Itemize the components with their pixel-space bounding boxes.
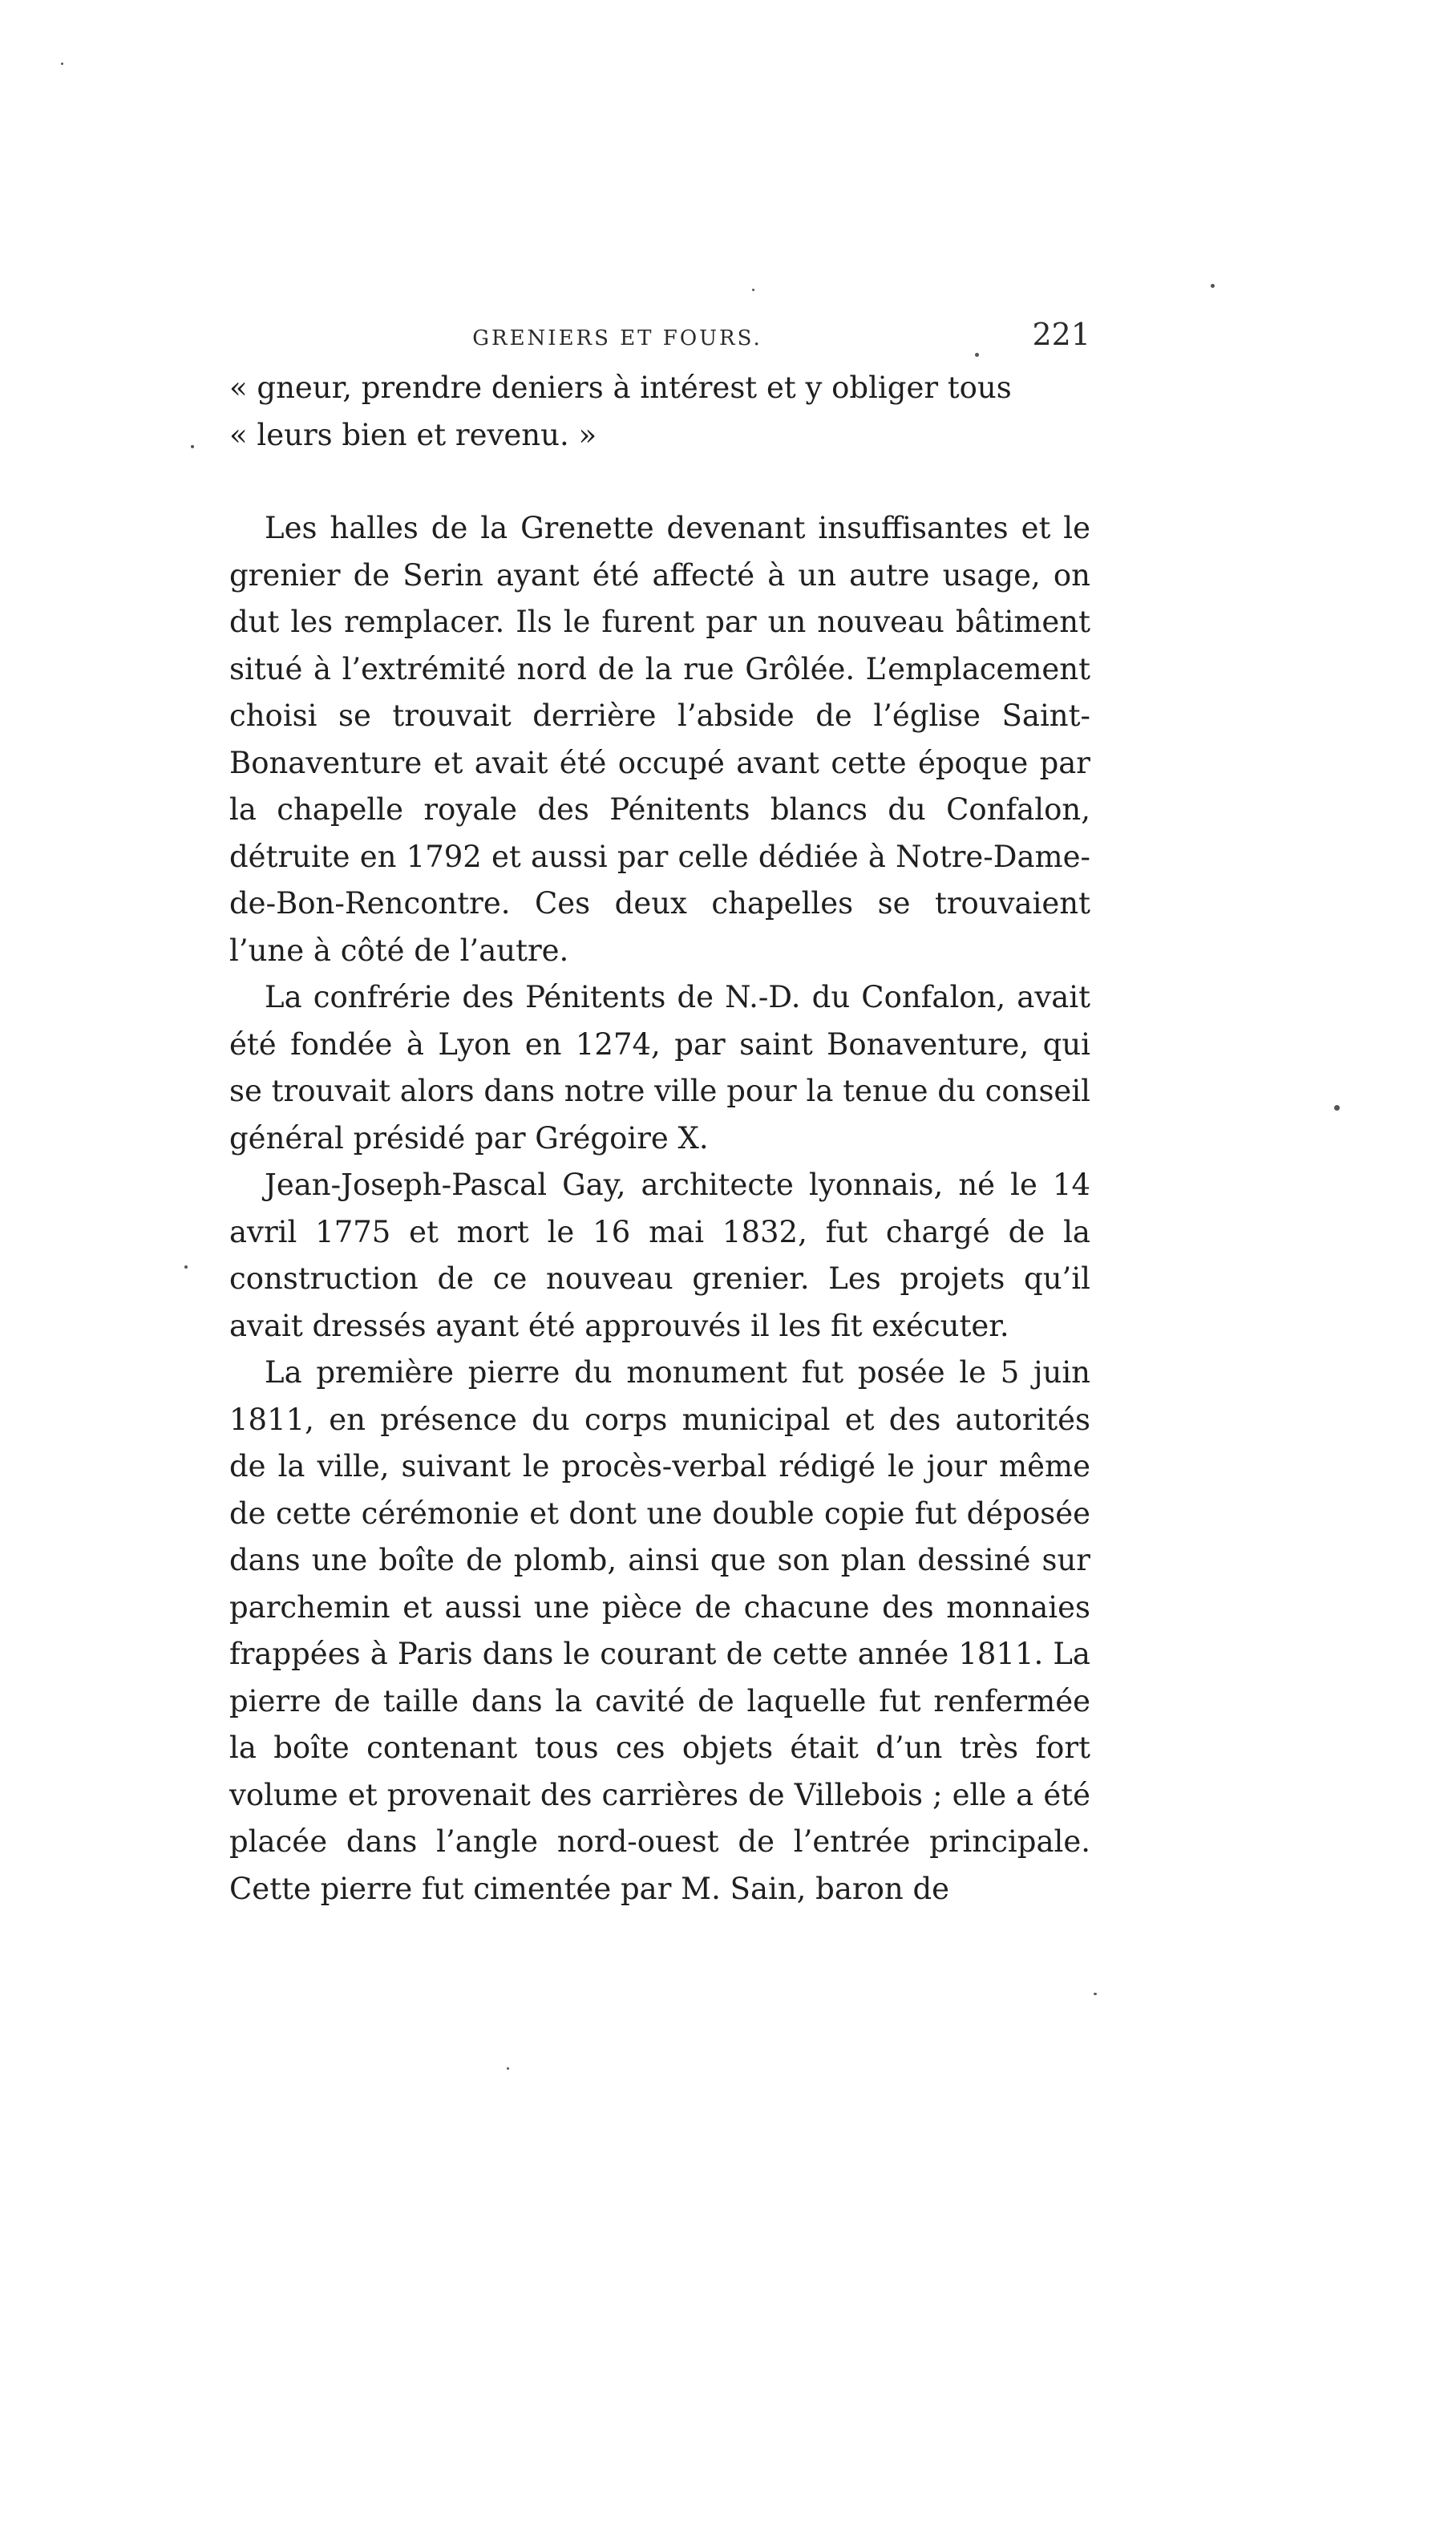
running-title: GRENIERS ET FOURS.: [472, 326, 762, 350]
scan-speck: [1334, 1105, 1340, 1111]
scan-speck: [752, 289, 754, 291]
paragraph-premiere-pierre: La première pierre du monument fut posée le 5 juin 1811, en présence du corps municipal et des autorités de la ville, suivant le procès-verbal rédigé le jour même de cette cérémonie et dont une double copie fut déposée dans une boîte de plomb, ainsi que son plan dessiné sur parchemin et aussi une pièce de chacune des monnaies frappées à Paris dans le courant de cette année 1811. La pierre de taille dans la cavité de laquelle fut renfermée la boîte contenant tous ces objets était d’un très fort volume et provenait des carrières de Villebois ; elle a été placée dans l’angle nord-ouest de l’entrée principale. Cette pierre fut cimentée par M. Sain, baron de: [229, 1355, 1090, 1906]
quote-line-2: « leurs bien et revenu. »: [229, 417, 597, 452]
scan-speck: [975, 353, 979, 357]
quote-line-1: « gneur, prendre deniers à intérest et y obliger tous: [229, 370, 1012, 405]
running-head: [216, 317, 1090, 357]
scan-speck: [191, 445, 194, 448]
scan-speck: [184, 1265, 188, 1269]
scan-speck: [1211, 284, 1215, 288]
paragraph-halles: Les halles de la Grenette devenant insuffisantes et le grenier de Serin ayant été affecté à un autre usage, on dut les remplacer. Ils le furent par un nouveau bâtiment situé à l’extrémité nord de la rue Grôlée. L’emplacement choisi se trouvait derrière l’abside de l’église Saint-Bonaventure et avait été occupé avant cette époque par la chapelle royale des Pénitents blancs du Confalon, détruite en 1792 et aussi par celle dédiée à Notre-Dame-de-Bon-Rencontre. Ces deux chapelles se trouvaient l’une à côté de l’autre.: [229, 511, 1090, 968]
body-text: [229, 365, 1090, 1913]
page-number: 221: [1032, 317, 1090, 352]
scan-speck: [507, 2067, 509, 2070]
paragraph-confrerie: La confrérie des Pénitents de N.-D. du Confalon, avait été fondée à Lyon en 1274, par saint Bonaventure, qui se trouvait alors dans notre ville pour la tenue du conseil général présidé par Grégoire X.: [229, 980, 1090, 1156]
paragraph-architecte: Jean-Joseph-Pascal Gay, architecte lyonnais, né le 14 avril 1775 et mort le 16 mai 1832, fut chargé de la construction de ce nouveau grenier. Les projets qu’il avait dressés ayant été approuvés il les fit exécuter.: [229, 1168, 1090, 1343]
scan-speck: [1094, 1993, 1097, 1995]
scan-speck: [61, 63, 63, 65]
